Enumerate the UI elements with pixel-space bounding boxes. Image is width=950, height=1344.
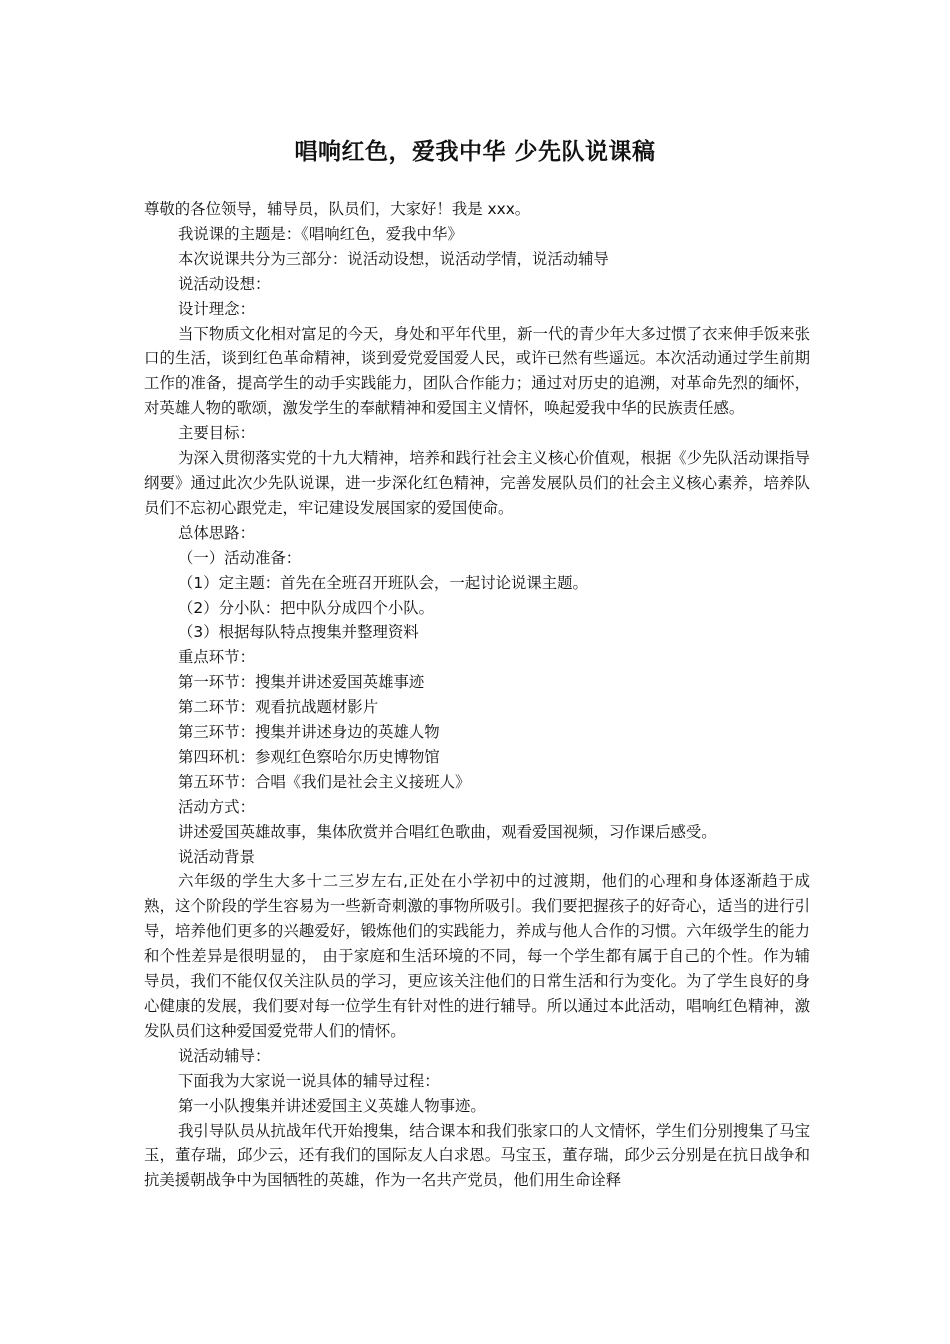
paragraph: 第五环节：合唱《我们是社会主义接班人》	[178, 772, 471, 791]
paragraph: （2）分小队：把中队分成四个小队。	[178, 598, 435, 617]
document-title: 唱响红色，爱我中华 少先队说课稿	[294, 139, 656, 165]
paragraph: 第二环节：观看抗战题材影片	[178, 698, 379, 717]
paragraph: 本次说课共分为三部分：说活动设想，说活动学情，说活动辅导	[178, 249, 609, 268]
paragraph: 当下物质文化相对富足的今天，身处和平年代里，新一代的青少年大多过惯了衣来伸手饭来张口的生活，谈到红色革命精神，谈到爱党爱国爱人民，或许已然有些遥远。本次活动通过学生前期工作的准备，提高学生的动手实践能力，团队合作能力；通过对历史的追溯，对革命先烈的缅怀，对英雄人物的歌颂，激发学生的奉献精神和爱国主义情怀，唤起爱我中华的民族责任感。	[144, 324, 810, 418]
paragraph: 说活动辅导：	[178, 1046, 271, 1065]
paragraph: （一）活动准备：	[178, 548, 302, 567]
paragraph: 说活动背景	[178, 847, 255, 866]
document-body	[144, 197, 810, 1193]
paragraph: 重点环节：	[178, 648, 255, 667]
paragraph: 下面我为大家说一说具体的辅导过程：	[178, 1071, 440, 1090]
paragraph: 第一小队搜集并讲述爱国主义英雄人物事迹。	[178, 1096, 486, 1115]
paragraph: （1）定主题：首先在全班召开班队会，一起讨论说课主题。	[178, 573, 588, 592]
paragraph: （3）根据每队特点搜集并整理资料	[178, 623, 419, 642]
paragraph: 讲述爱国英雄故事，集体欣赏并合唱红色歌曲，观看爱国视频，习作课后感受。	[178, 822, 717, 841]
paragraph: 第四环机：参观红色察哈尔历史博物馆	[178, 747, 440, 766]
paragraph: 我说课的主题是：《唱响红色，爱我中华》	[178, 224, 463, 243]
paragraph: 第三环节：搜集并讲述身边的英雄人物	[178, 723, 440, 742]
paragraph: 总体思路：	[178, 523, 255, 542]
paragraph: 尊敬的各位领导，辅导员，队员们，大家好！我是 xxx。	[144, 200, 531, 218]
paragraph: 主要目标：	[178, 424, 255, 443]
paragraph: 为深入贯彻落实党的十九大精神，培养和践行社会主义核心价值观，根据《少先队活动课指导纲要》通过此次少先队说课，进一步深化红色精神，完善发展队员们的社会主义核心素养，培养队员们不忘初心跟党走，牢记建设发展国家的爱国使命。	[144, 449, 810, 517]
paragraph: 第一环节：搜集并讲述爱国英雄事迹	[178, 673, 425, 692]
paragraph: 设计理念：	[178, 299, 255, 318]
paragraph: 说活动设想：	[178, 274, 271, 293]
paragraph: 六年级的学生大多十二三岁左右,正处在小学初中的过渡期，他们的心理和身体逐渐趋于成熟，这个阶段的学生容易为一些新奇刺激的事物所吸引。我们要把握孩子的好奇心，适当的进行引导，培养他们更多的兴趣爱好，锻炼他们的实践能力，养成与他人合作的习惯。六年级学生的能力和个性差异是很明显的， 由于家庭和生活环境的不同，每一个学生都有属于自己的个性。作为辅导员，我们不能仅仅关注队员的学习，更应该关注他们的日常生活和行为变化。为了学生良好的身心健康的发展，我们要对每一位学生有针对性的进行辅导。所以通过本此活动，唱响红色精神，激发队员们这种爱国爱党带人们的情怀。	[144, 872, 810, 1040]
paragraph: 我引导队员从抗战年代开始搜集，结合课本和我们张家口的人文情怀，学生们分别搜集了马宝玉，董存瑞，邱少云，还有我们的国际友人白求恩。马宝玉，董存瑞，邱少云分别是在抗日战争和抗美援朝战争中为国牺牲的英雄，作为一名共产党员，他们用生命诠释	[144, 1121, 810, 1190]
paragraph: 活动方式：	[178, 797, 255, 816]
